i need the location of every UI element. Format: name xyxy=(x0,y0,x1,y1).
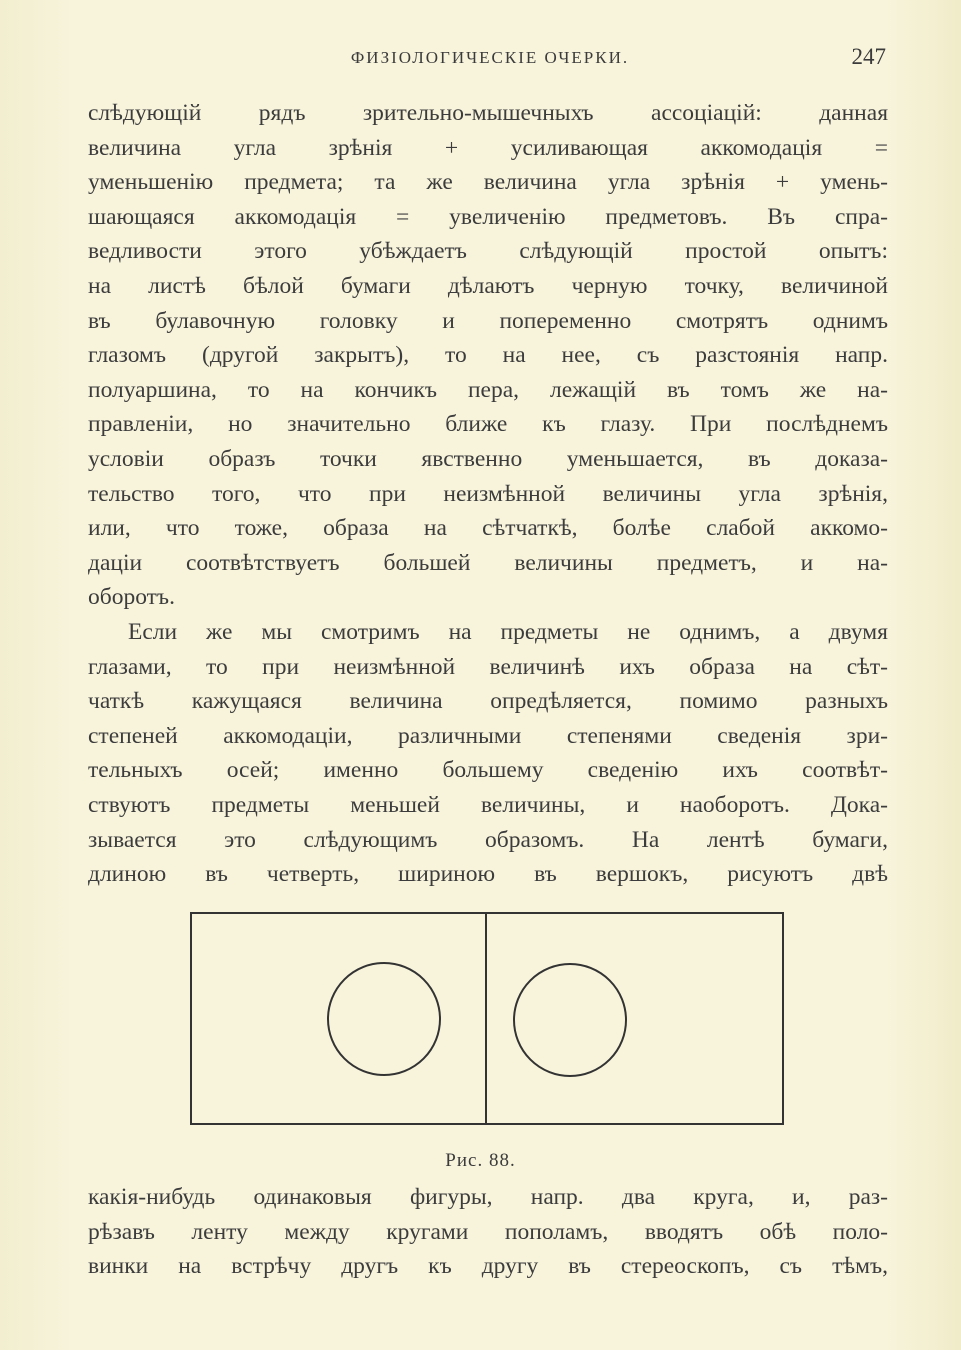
text-line: зывается это слѣдующимъ образомъ. На лентѣ бумаги, xyxy=(88,826,888,853)
text-line: уменьшенію предмета; та же величина угла зрѣнія + умень- xyxy=(88,169,888,196)
running-head xyxy=(90,44,890,76)
page-number: 247 xyxy=(851,44,886,69)
text-line: чаткѣ кажущаяся величина опредѣляется, помимо разныхъ xyxy=(88,688,888,715)
text-line: оборотъ. xyxy=(88,584,175,611)
text-line: степеней аккомодаціи, различными степенями сведенія зри- xyxy=(88,722,888,749)
text-line: полуаршина, то на кончикъ пера, лежащій въ томъ же на- xyxy=(88,376,888,403)
text-line: рѣзавъ ленту между кругами пополамъ, вводятъ обѣ поло- xyxy=(88,1218,888,1245)
text-line: величина угла зрѣнія + усиливающая аккомодація = xyxy=(88,134,888,161)
text-line: глазами, то при неизмѣнной величинѣ ихъ образа на сѣт- xyxy=(88,653,888,680)
figure-88 xyxy=(190,912,785,1125)
text-line: шающаяся аккомодація = увеличенію предметовъ. Въ спра- xyxy=(88,203,888,230)
stereoscope-strip-diagram xyxy=(190,912,785,1125)
text-line: даціи соотвѣтствуетъ большей величины предметъ, и на- xyxy=(88,549,888,576)
paragraph-2 xyxy=(88,615,888,892)
figure-caption: Рис. 88. xyxy=(445,1150,516,1171)
paragraph-1 xyxy=(88,96,888,615)
text-line: винки на встрѣчу другъ къ другу въ стереоскопъ, съ тѣмъ, xyxy=(88,1253,888,1280)
text-line: какія-нибудь одинаковыя фигуры, напр. два круга, и, раз- xyxy=(88,1184,888,1210)
text-line: ствуютъ предметы меньшей величины, и наоборотъ. Дока- xyxy=(88,791,888,818)
text-line: правленіи, но значительно ближе къ глазу. При послѣднемъ xyxy=(88,411,888,438)
paragraph-3 xyxy=(88,1180,888,1284)
text-line: тельство того, что при неизмѣнной величины угла зрѣнія, xyxy=(88,480,888,507)
left-circle xyxy=(328,963,440,1075)
text-line: на листѣ бѣлой бумаги дѣлаютъ черную точку, величиной xyxy=(88,272,888,299)
text-line: тельныхъ осей; именно большему сведенію ихъ соотвѣт- xyxy=(88,757,888,784)
text-line: длиною въ четверть, шириною въ вершокъ, рисуютъ двѣ xyxy=(88,861,888,888)
text-line: слѣдующій рядъ зрительно-мышечныхъ ассоціацій: данная xyxy=(88,100,888,126)
text-line: въ булавочную головку и попеременно смотрятъ однимъ xyxy=(88,307,888,334)
text-line: Если же мы смотримъ на предметы не однимъ, а двумя xyxy=(128,619,888,645)
text-line: условіи образъ точки явственно уменьшается, въ доказа- xyxy=(88,445,888,472)
text-line: глазомъ (другой закрытъ), то на нее, съ разстоянія напр. xyxy=(88,342,888,369)
text-line: ведливости этого убѣждаетъ слѣдующій простой опытъ: xyxy=(88,238,888,265)
right-circle xyxy=(514,964,626,1076)
running-title: ФИЗІОЛОГИЧЕСКІЕ ОЧЕРКИ. xyxy=(350,48,630,67)
text-line: или, что тоже, образа на сѣтчаткѣ, болѣе слабой аккомо- xyxy=(88,515,888,542)
